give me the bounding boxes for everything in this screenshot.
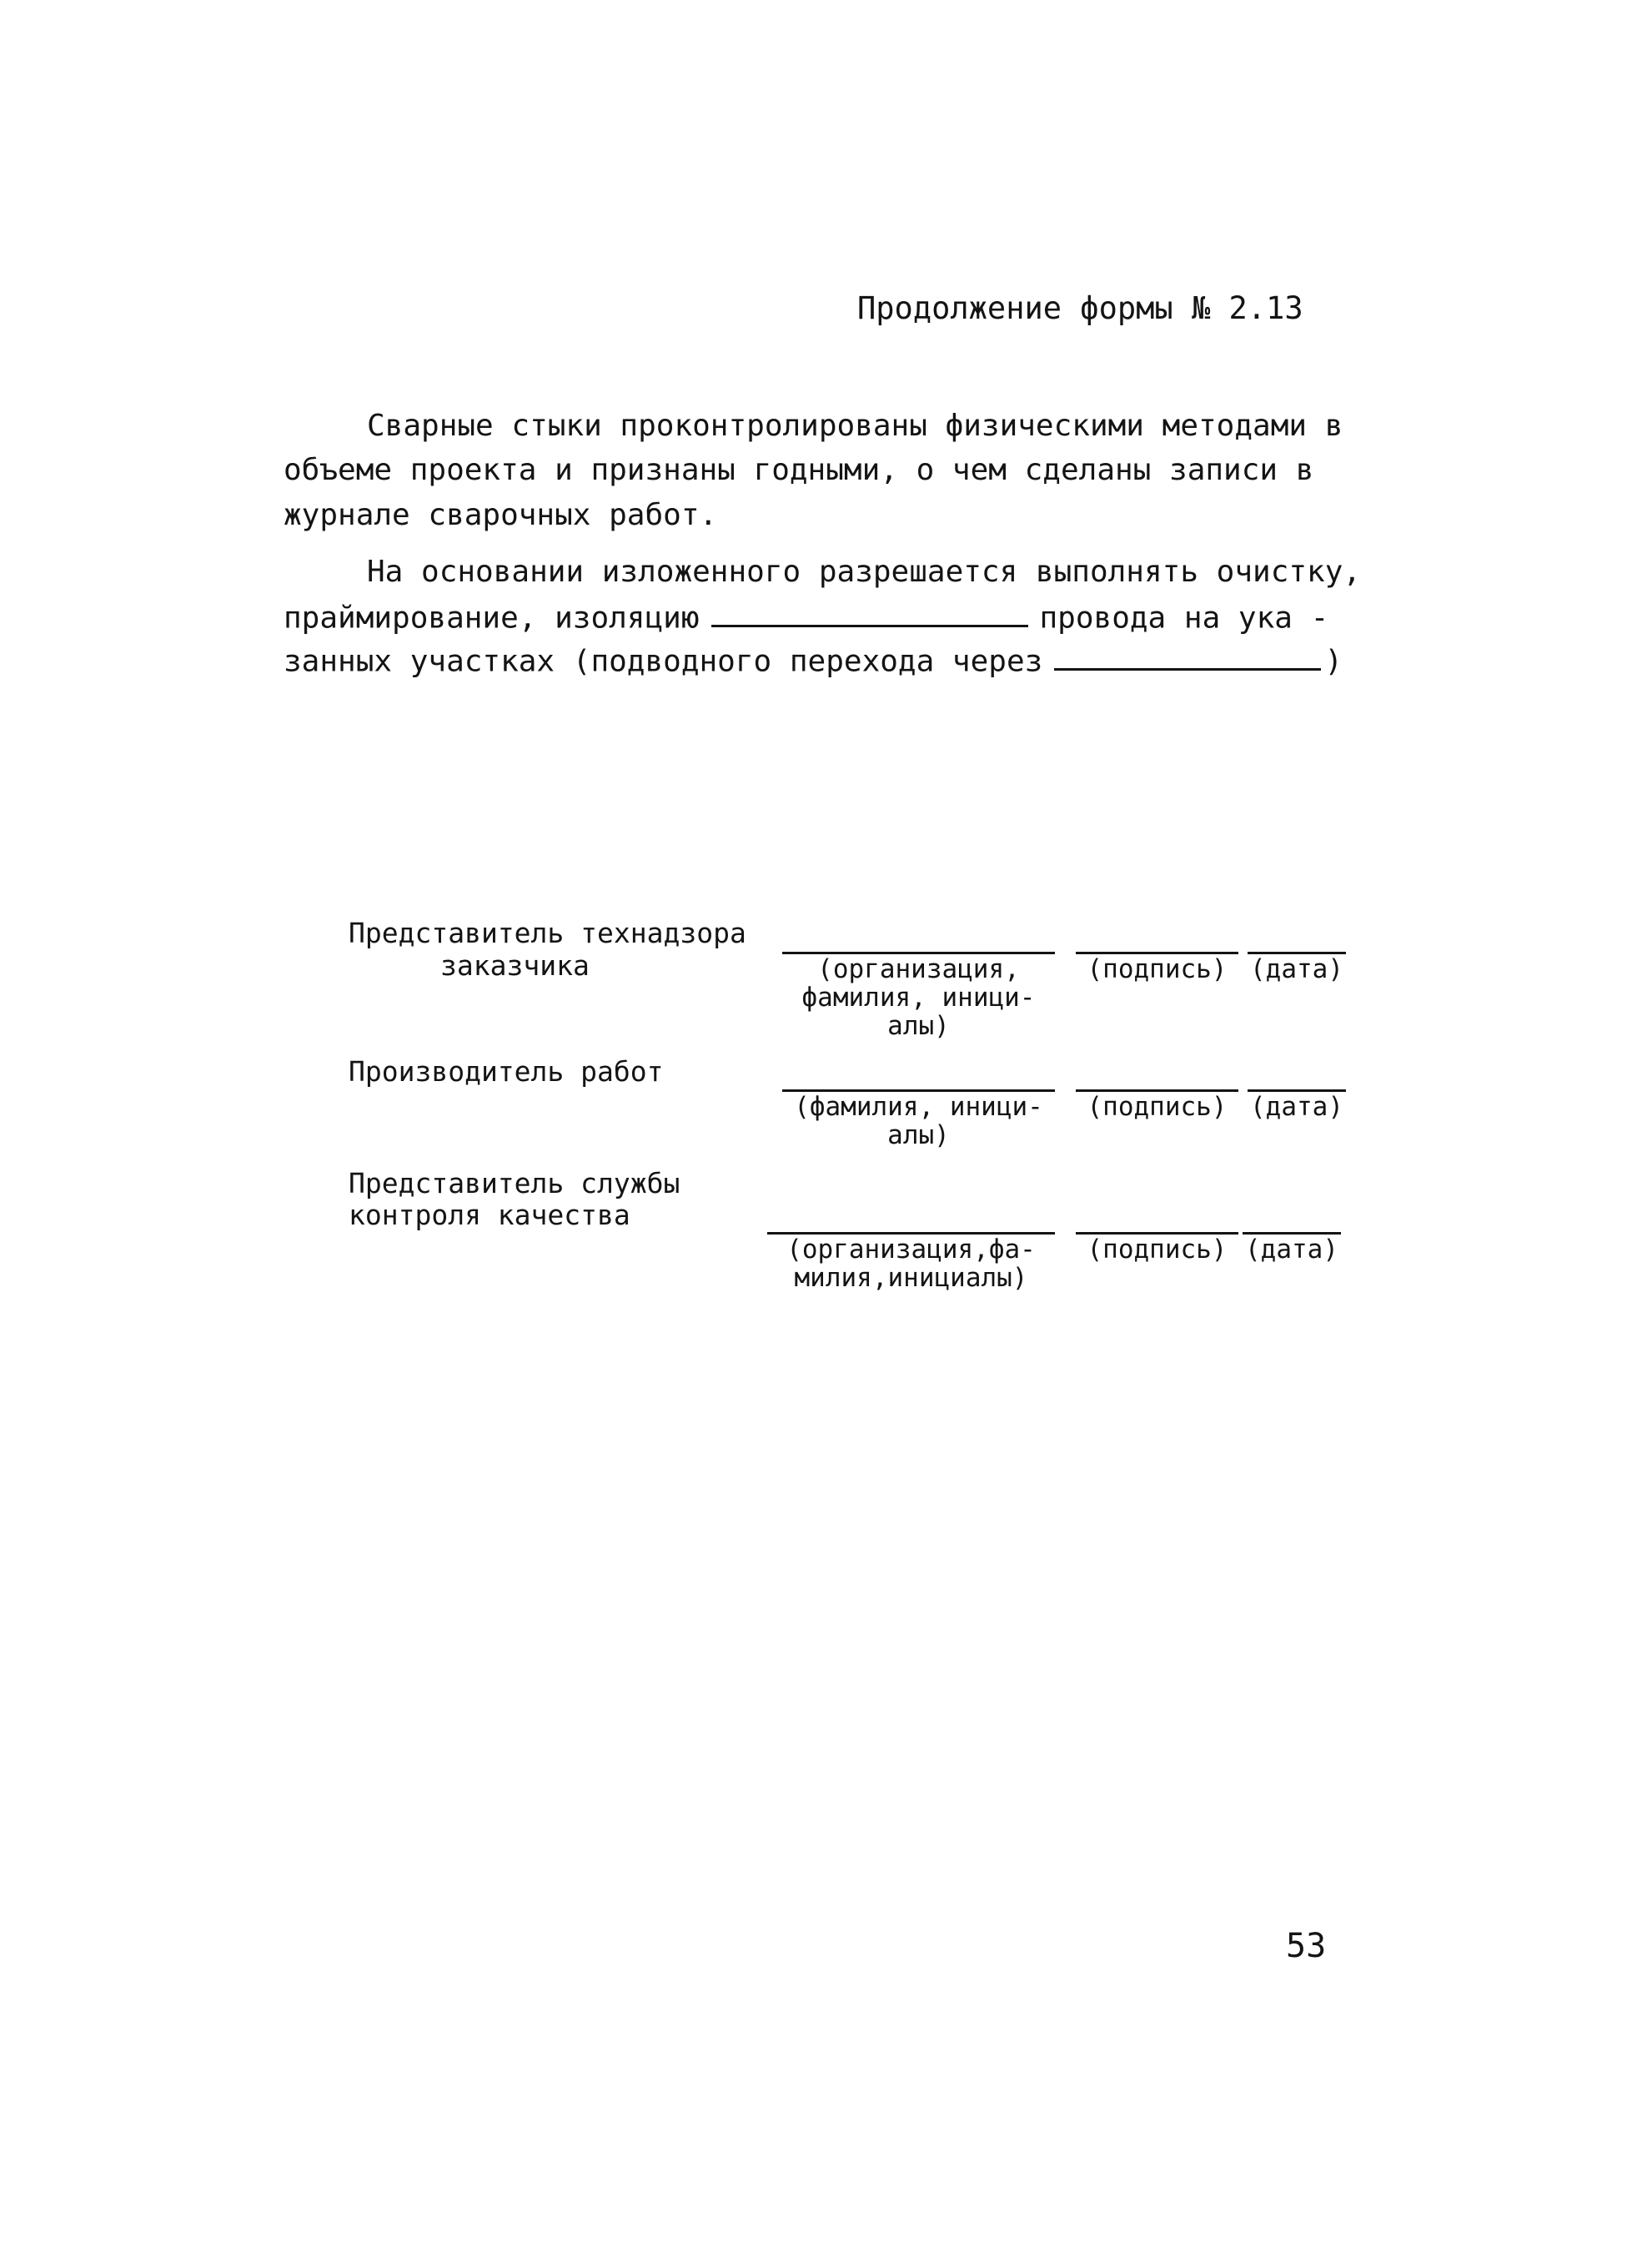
pipeline-name-blank (711, 598, 1028, 627)
role-customer-supervision-line-1: Представитель технадзора (349, 917, 746, 949)
role-customer-supervision-line-2: заказчика (440, 949, 590, 982)
role-quality-control-line-1: Представитель службы (349, 1167, 680, 1199)
paragraph-1-line-2: объеме проекта и признаны годными, о чем сделаны записи в (284, 453, 1314, 487)
name-caption-line-2: фамилия, иници- (801, 983, 1036, 1013)
signature-caption: (подпись) (1087, 1092, 1228, 1122)
name-caption (782, 1093, 1055, 1149)
name-caption (782, 955, 1055, 1040)
date-caption: (дата) (1245, 1235, 1338, 1265)
paragraph-1-line-1: Сварные стыки проконтролированы физическими методами в (367, 409, 1343, 443)
paragraph-1-line-3: журнале сварочных работ. (284, 498, 718, 532)
name-caption-line-3: алы) (887, 1011, 950, 1041)
role-works-manager: Производитель работ (349, 1055, 664, 1088)
name-caption-line-2: милия,инициалы) (794, 1263, 1028, 1293)
name-caption-line-1: (фамилия, иници- (794, 1092, 1043, 1122)
signature-caption: (подпись) (1087, 954, 1228, 984)
name-caption (767, 1235, 1055, 1292)
form-continuation-heading: Продолжение формы № 2.13 (857, 290, 1303, 326)
paragraph-2-line-2-end: провода на ука - (1039, 601, 1329, 636)
date-caption: (дата) (1250, 954, 1343, 984)
name-caption-line-2: алы) (887, 1120, 950, 1150)
paragraph-2-line-3-end: ) (1324, 644, 1343, 679)
name-caption-line-1: (организация,фа- (786, 1235, 1036, 1265)
paragraph-2-line-2 (284, 598, 1329, 636)
paragraph-2-line-1: На основании изложенного разрешается выполнять очистку, (367, 555, 1362, 589)
paragraph-2-line-3-start: занных участках (подводного перехода через (284, 644, 1043, 679)
page-number: 53 (1286, 1927, 1327, 1965)
date-caption: (дата) (1250, 1092, 1343, 1122)
role-quality-control-line-2: контроля качества (349, 1199, 630, 1231)
crossing-name-blank (1054, 641, 1321, 671)
signature-caption: (подпись) (1087, 1235, 1228, 1265)
paragraph-2-line-3 (284, 641, 1343, 679)
name-caption-line-1: (организация, (817, 954, 1020, 984)
paragraph-2-line-2-start: праймирование, изоляцию (284, 601, 700, 636)
